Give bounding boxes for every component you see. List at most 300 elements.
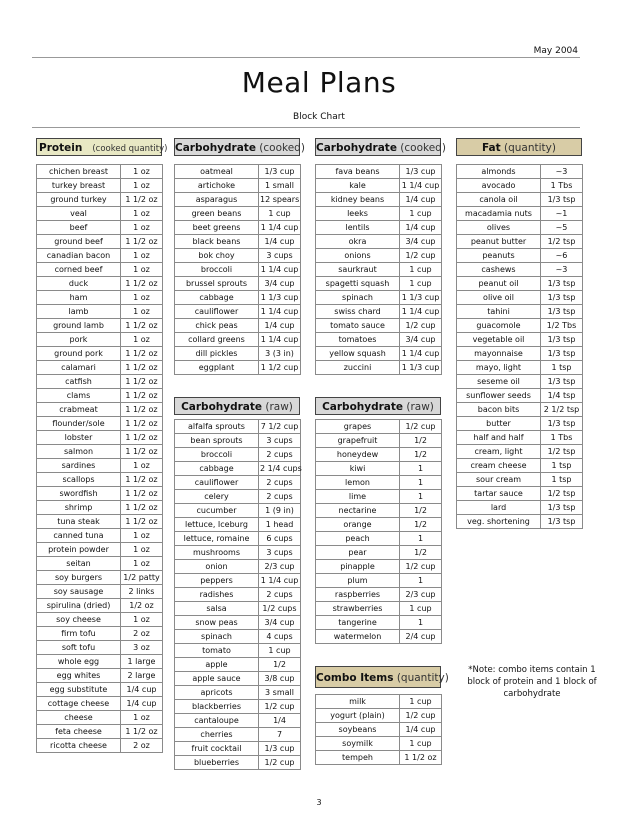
table-row	[316, 476, 442, 490]
amount-cell: 1/3 tsp	[541, 305, 583, 319]
amount-cell: 1 oz	[121, 543, 163, 557]
table-row	[457, 193, 583, 207]
amount-cell: 7 1/2 cup	[259, 420, 301, 434]
table-row	[175, 700, 301, 714]
table-row	[175, 644, 301, 658]
carb-raw-2-table	[315, 419, 442, 644]
amount-cell: 1/4 cup	[121, 697, 163, 711]
food-cell: clams	[37, 389, 121, 403]
amount-cell: 2/3 cup	[259, 560, 301, 574]
carb-cooked-2-header	[315, 138, 446, 156]
food-cell: leeks	[316, 207, 400, 221]
table-row	[37, 571, 163, 585]
table-row	[316, 723, 442, 737]
table-row	[316, 179, 442, 193]
table-row	[175, 361, 301, 375]
table-row	[175, 686, 301, 700]
table-row	[457, 375, 583, 389]
food-cell: lemon	[316, 476, 400, 490]
amount-cell: 2/3 cup	[400, 588, 442, 602]
amount-cell: 1 cup	[400, 737, 442, 751]
carb-cooked-1-header-qualifier: (cooked)	[259, 142, 305, 154]
food-cell: cauliflower	[175, 305, 259, 319]
food-cell: bacon bits	[457, 403, 541, 417]
amount-cell: 3/4 cup	[400, 333, 442, 347]
amount-cell: 1/4 cup	[400, 221, 442, 235]
table-row	[175, 602, 301, 616]
food-cell: kidney beans	[316, 193, 400, 207]
table-row	[175, 179, 301, 193]
amount-cell: 1 tsp	[541, 361, 583, 375]
table-row	[175, 249, 301, 263]
table-row	[175, 630, 301, 644]
amount-cell: 1/2	[400, 434, 442, 448]
table-row	[316, 448, 442, 462]
food-cell: soymilk	[316, 737, 400, 751]
combo-header-name: Combo Items	[316, 672, 394, 684]
amount-cell: 1/4 cup	[400, 193, 442, 207]
table-row	[175, 263, 301, 277]
amount-cell: 1 1/2 oz	[121, 431, 163, 445]
table-row	[316, 546, 442, 560]
carb-raw-1-section	[174, 397, 300, 770]
table-row	[37, 431, 163, 445]
table-row	[175, 462, 301, 476]
carb-cooked-1-header	[174, 138, 305, 156]
table-row	[37, 235, 163, 249]
amount-cell: 1 head	[259, 518, 301, 532]
carb-raw-2-header	[315, 397, 441, 415]
food-cell: yogurt (plain)	[316, 709, 400, 723]
food-cell: almonds	[457, 165, 541, 179]
food-cell: canadian bacon	[37, 249, 121, 263]
amount-cell: 1 Tbs	[541, 179, 583, 193]
amount-cell: 1/3 tsp	[541, 291, 583, 305]
table-row	[37, 473, 163, 487]
table-row	[37, 165, 163, 179]
amount-cell: 1 1/4 cup	[400, 347, 442, 361]
amount-cell: 2 1/4 cups	[259, 462, 301, 476]
table-row	[316, 333, 442, 347]
table-row	[37, 725, 163, 739]
amount-cell: 3 oz	[121, 641, 163, 655]
food-cell: cucumber	[175, 504, 259, 518]
food-cell: mayonnaise	[457, 347, 541, 361]
table-row	[175, 714, 301, 728]
food-cell: tomatoes	[316, 333, 400, 347]
food-cell: zuccini	[316, 361, 400, 375]
amount-cell: 1/3 tsp	[541, 417, 583, 431]
table-row	[175, 742, 301, 756]
food-cell: spinach	[175, 630, 259, 644]
table-row	[316, 560, 442, 574]
amount-cell: 1/3 tsp	[541, 501, 583, 515]
amount-cell: 1/2	[400, 448, 442, 462]
amount-cell: 2 links	[121, 585, 163, 599]
food-cell: vegetable oil	[457, 333, 541, 347]
table-row	[457, 319, 583, 333]
amount-cell: 1 1/4 cup	[400, 179, 442, 193]
amount-cell: 1 oz	[121, 249, 163, 263]
food-cell: shrimp	[37, 501, 121, 515]
food-cell: corned beef	[37, 263, 121, 277]
food-cell: eggplant	[175, 361, 259, 375]
carb-cooked-2-section	[315, 138, 446, 375]
table-row	[457, 389, 583, 403]
table-row	[175, 658, 301, 672]
amount-cell: 1 oz	[121, 711, 163, 725]
food-cell: blueberries	[175, 756, 259, 770]
food-cell: turkey breast	[37, 179, 121, 193]
amount-cell: 1 oz	[121, 613, 163, 627]
food-cell: egg substitute	[37, 683, 121, 697]
carb-cooked-1-section	[174, 138, 305, 375]
amount-cell: 2/4 cup	[400, 630, 442, 644]
table-row	[316, 291, 442, 305]
amount-cell: 1 1/2 oz	[121, 193, 163, 207]
food-cell: tahini	[457, 305, 541, 319]
table-row	[37, 459, 163, 473]
table-row	[457, 431, 583, 445]
food-cell: onions	[316, 249, 400, 263]
food-cell: watermelon	[316, 630, 400, 644]
table-row	[457, 221, 583, 235]
table-row	[316, 602, 442, 616]
table-row	[316, 504, 442, 518]
food-cell: broccoli	[175, 263, 259, 277]
table-row	[316, 709, 442, 723]
carb-raw-1-table	[174, 419, 301, 770]
amount-cell: 1 1/2 oz	[121, 473, 163, 487]
fat-header-qualifier: (quantity)	[504, 142, 556, 154]
amount-cell: 1 oz	[121, 221, 163, 235]
food-cell: bean sprouts	[175, 434, 259, 448]
amount-cell: 1 1/2 oz	[121, 501, 163, 515]
amount-cell: 1 cup	[400, 207, 442, 221]
food-cell: salsa	[175, 602, 259, 616]
food-cell: butter	[457, 417, 541, 431]
food-cell: peanut butter	[457, 235, 541, 249]
amount-cell: 1 cup	[400, 695, 442, 709]
table-row	[316, 207, 442, 221]
amount-cell: 1 1/3 cup	[400, 361, 442, 375]
food-cell: blackberries	[175, 700, 259, 714]
combo-note: *Note: combo items contain 1 block of protein and 1 block of carbohydrate	[467, 665, 597, 699]
table-row	[37, 487, 163, 501]
table-row	[37, 361, 163, 375]
table-row	[316, 574, 442, 588]
food-cell: radishes	[175, 588, 259, 602]
amount-cell: 1 tsp	[541, 473, 583, 487]
table-row	[175, 546, 301, 560]
food-cell: orange	[316, 518, 400, 532]
table-row	[37, 417, 163, 431]
amount-cell: 3/4 cup	[400, 235, 442, 249]
food-cell: avocado	[457, 179, 541, 193]
amount-cell: 1 cup	[259, 644, 301, 658]
food-cell: tuna steak	[37, 515, 121, 529]
amount-cell: 3 cups	[259, 434, 301, 448]
header-rule	[32, 127, 580, 128]
carb-cooked-1-table	[174, 164, 301, 375]
food-cell: sardines	[37, 459, 121, 473]
table-row	[175, 532, 301, 546]
table-row	[316, 588, 442, 602]
amount-cell: 4 cups	[259, 630, 301, 644]
combo-table	[315, 694, 442, 765]
table-row	[175, 504, 301, 518]
amount-cell: 2 oz	[121, 739, 163, 753]
table-row	[37, 403, 163, 417]
amount-cell: 1/2 cup	[400, 420, 442, 434]
table-row	[316, 305, 442, 319]
amount-cell: 1/4 cup	[259, 235, 301, 249]
food-cell: pinapple	[316, 560, 400, 574]
amount-cell: ~1	[541, 207, 583, 221]
amount-cell: 1/4 cup	[121, 683, 163, 697]
food-cell: spagetti squash	[316, 277, 400, 291]
food-cell: whole egg	[37, 655, 121, 669]
amount-cell: 1 cup	[400, 263, 442, 277]
food-cell: soy burgers	[37, 571, 121, 585]
table-row	[316, 420, 442, 434]
food-cell: seseme oil	[457, 375, 541, 389]
amount-cell: 7	[259, 728, 301, 742]
top-rule	[32, 57, 580, 58]
table-row	[37, 501, 163, 515]
food-cell: honeydew	[316, 448, 400, 462]
table-row	[37, 333, 163, 347]
protein-section	[36, 138, 168, 753]
table-row	[175, 448, 301, 462]
table-row	[316, 277, 442, 291]
food-cell: peppers	[175, 574, 259, 588]
amount-cell: 1/3 cup	[400, 165, 442, 179]
amount-cell: 1/2 cup	[259, 756, 301, 770]
food-cell: ham	[37, 291, 121, 305]
amount-cell: 1/4 cup	[400, 723, 442, 737]
amount-cell: 1/3 tsp	[541, 193, 583, 207]
amount-cell: 1 1/2 oz	[121, 235, 163, 249]
food-cell: pork	[37, 333, 121, 347]
food-cell: grapes	[316, 420, 400, 434]
food-cell: milk	[316, 695, 400, 709]
amount-cell: 1 oz	[121, 179, 163, 193]
amount-cell: 1 Tbs	[541, 431, 583, 445]
table-row	[457, 179, 583, 193]
table-row	[316, 221, 442, 235]
amount-cell: 1/2 tsp	[541, 487, 583, 501]
food-cell: swordfish	[37, 487, 121, 501]
amount-cell: 1 cup	[400, 277, 442, 291]
amount-cell: 1 oz	[121, 263, 163, 277]
amount-cell: 1	[400, 462, 442, 476]
amount-cell: 1/2 cups	[259, 602, 301, 616]
amount-cell: 1/3 tsp	[541, 515, 583, 529]
food-cell: kale	[316, 179, 400, 193]
food-cell: calamari	[37, 361, 121, 375]
table-row	[175, 728, 301, 742]
amount-cell: 1/2	[400, 504, 442, 518]
amount-cell: 1 1/4 cup	[259, 221, 301, 235]
table-row	[37, 291, 163, 305]
table-row	[37, 627, 163, 641]
amount-cell: 3/4 cup	[259, 277, 301, 291]
amount-cell: 1	[400, 574, 442, 588]
food-cell: ricotta cheese	[37, 739, 121, 753]
amount-cell: 1 1/3 cup	[400, 291, 442, 305]
amount-cell: ~3	[541, 165, 583, 179]
food-cell: plum	[316, 574, 400, 588]
table-row	[37, 599, 163, 613]
table-row	[37, 641, 163, 655]
amount-cell: 1 1/2 oz	[121, 389, 163, 403]
table-row	[457, 165, 583, 179]
table-row	[457, 235, 583, 249]
food-cell: nectarine	[316, 504, 400, 518]
amount-cell: 1 cup	[400, 602, 442, 616]
table-row	[175, 347, 301, 361]
food-cell: mushrooms	[175, 546, 259, 560]
table-row	[316, 235, 442, 249]
amount-cell: 1/3 cup	[259, 165, 301, 179]
food-cell: tomato sauce	[316, 319, 400, 333]
food-cell: catfish	[37, 375, 121, 389]
amount-cell: 1/2 patty	[121, 571, 163, 585]
table-row	[37, 347, 163, 361]
amount-cell: 1 (9 in)	[259, 504, 301, 518]
food-cell: asparagus	[175, 193, 259, 207]
food-cell: protein powder	[37, 543, 121, 557]
table-row	[457, 333, 583, 347]
amount-cell: 1 oz	[121, 305, 163, 319]
amount-cell: 1 oz	[121, 557, 163, 571]
table-row	[316, 319, 442, 333]
page-subtitle: Block Chart	[293, 112, 345, 122]
carb-raw-2-header-qualifier: (raw)	[406, 401, 434, 413]
amount-cell: ~3	[541, 263, 583, 277]
food-cell: lettuce, romaine	[175, 532, 259, 546]
table-row	[175, 207, 301, 221]
food-cell: spirulina (dried)	[37, 599, 121, 613]
table-row	[37, 669, 163, 683]
food-cell: swiss chard	[316, 305, 400, 319]
amount-cell: 1 oz	[121, 529, 163, 543]
table-row	[316, 518, 442, 532]
amount-cell: 1/3 tsp	[541, 375, 583, 389]
amount-cell: 1 1/2 oz	[121, 487, 163, 501]
food-cell: strawberries	[316, 602, 400, 616]
food-cell: chick peas	[175, 319, 259, 333]
amount-cell: 2 cups	[259, 490, 301, 504]
food-cell: cottage cheese	[37, 697, 121, 711]
table-row	[316, 361, 442, 375]
food-cell: lime	[316, 490, 400, 504]
fat-header	[456, 138, 582, 156]
table-row	[175, 588, 301, 602]
amount-cell: 2 cups	[259, 588, 301, 602]
table-row	[457, 417, 583, 431]
food-cell: lentils	[316, 221, 400, 235]
table-row	[37, 249, 163, 263]
food-cell: ground lamb	[37, 319, 121, 333]
amount-cell: 1/2	[400, 546, 442, 560]
food-cell: fava beans	[316, 165, 400, 179]
food-cell: egg whites	[37, 669, 121, 683]
food-cell: onion	[175, 560, 259, 574]
fat-header-name: Fat	[482, 142, 501, 154]
amount-cell: 1 1/2 oz	[121, 445, 163, 459]
amount-cell: ~5	[541, 221, 583, 235]
food-cell: olive oil	[457, 291, 541, 305]
food-cell: mayo, light	[457, 361, 541, 375]
table-row	[37, 445, 163, 459]
amount-cell: 1/2	[400, 518, 442, 532]
table-row	[457, 277, 583, 291]
amount-cell: 2 large	[121, 669, 163, 683]
food-cell: ground turkey	[37, 193, 121, 207]
table-row	[175, 277, 301, 291]
food-cell: cauliflower	[175, 476, 259, 490]
amount-cell: 1 oz	[121, 291, 163, 305]
table-row	[37, 179, 163, 193]
amount-cell: 1 1/4 cup	[400, 305, 442, 319]
food-cell: lard	[457, 501, 541, 515]
amount-cell: 1/3 tsp	[541, 277, 583, 291]
food-cell: scallops	[37, 473, 121, 487]
food-cell: artichoke	[175, 179, 259, 193]
table-row	[37, 683, 163, 697]
food-cell: olives	[457, 221, 541, 235]
amount-cell: 3 cups	[259, 249, 301, 263]
table-row	[175, 574, 301, 588]
amount-cell: 1/3 cup	[259, 742, 301, 756]
carb-raw-1-header	[174, 397, 300, 415]
table-row	[37, 557, 163, 571]
food-cell: tempeh	[316, 751, 400, 765]
amount-cell: 1 oz	[121, 207, 163, 221]
food-cell: tomato	[175, 644, 259, 658]
table-row	[37, 515, 163, 529]
amount-cell: 1 1/2 oz	[400, 751, 442, 765]
amount-cell: 1 1/4 cup	[259, 333, 301, 347]
food-cell: soft tofu	[37, 641, 121, 655]
food-cell: apricots	[175, 686, 259, 700]
table-row	[316, 193, 442, 207]
amount-cell: 1 tsp	[541, 459, 583, 473]
food-cell: apple sauce	[175, 672, 259, 686]
food-cell: cabbage	[175, 462, 259, 476]
table-row	[316, 695, 442, 709]
table-row	[457, 249, 583, 263]
food-cell: cheese	[37, 711, 121, 725]
food-cell: tangerine	[316, 616, 400, 630]
table-row	[316, 462, 442, 476]
page-number: 3	[316, 798, 322, 807]
food-cell: lettuce, Iceburg	[175, 518, 259, 532]
amount-cell: 1/2 tsp	[541, 445, 583, 459]
table-row	[37, 207, 163, 221]
food-cell: pear	[316, 546, 400, 560]
food-cell: guacomole	[457, 319, 541, 333]
amount-cell: 1	[400, 616, 442, 630]
table-row	[37, 389, 163, 403]
food-cell: raspberries	[316, 588, 400, 602]
amount-cell: 2 cups	[259, 448, 301, 462]
amount-cell: 1 1/2 oz	[121, 277, 163, 291]
table-row	[457, 347, 583, 361]
amount-cell: 1 1/2 oz	[121, 361, 163, 375]
